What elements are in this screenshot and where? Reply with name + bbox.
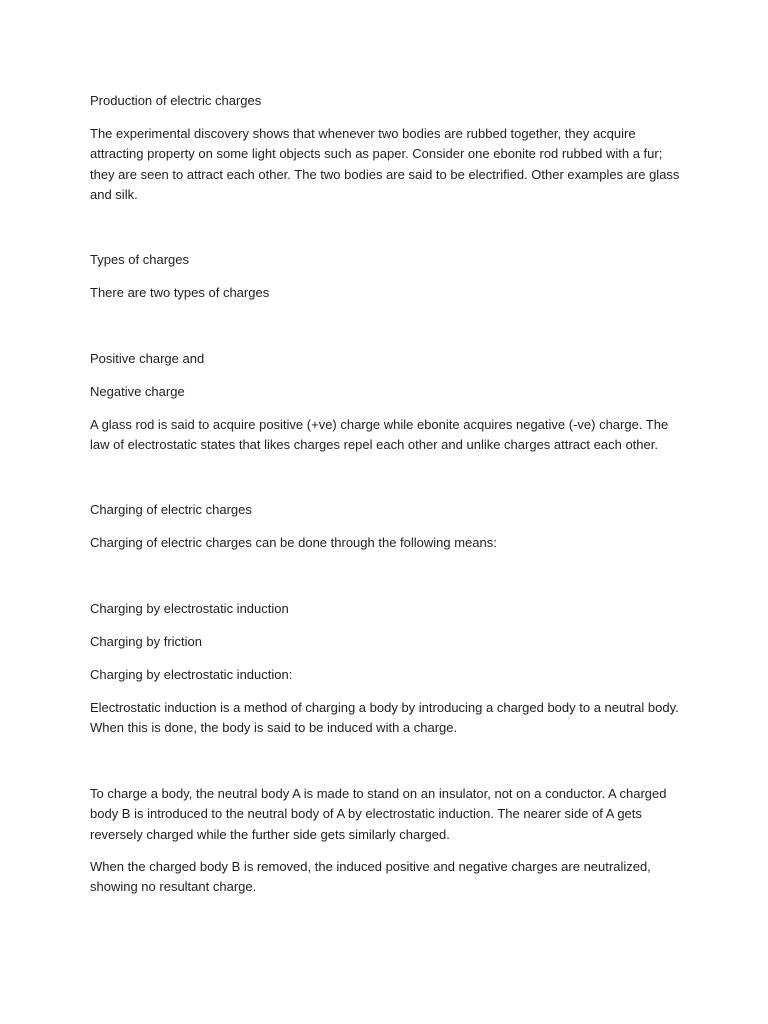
heading-production-of-electric-charges: Production of electric charges [90,93,262,108]
heading-types-of-charges: Types of charges [90,252,189,267]
paragraph-experimental-discovery: The experimental discovery shows that whenever two bodies are rubbed together, they acquire attracting property on some light objects such as paper. Consider one ebonite rod rubbed with a fur; they are seen to attract each other. The two bodies are said to be electrified. Other examples are glass and silk. [90,126,680,202]
paragraph-charged-body-removed: When the charged body B is removed, the induced positive and negative charges are neutralized, showing no resultant charge. [90,859,651,895]
paragraph-charging-means: Charging of electric charges can be done through the following means: [90,535,497,550]
paragraph-two-types-of-charges: There are two types of charges [90,285,270,300]
paragraph-glass-rod-ebonite: A glass rod is said to acquire positive (+ve) charge while ebonite acquires negative (-ve) charge. The law of electrostatic states that likes charges repel each other and unlike charges attract each other. [90,417,669,453]
paragraph-charge-a-body-procedure: To charge a body, the neutral body A is made to stand on an insulator, not on a conductor. A charged body B is introduced to the neutral body of A by electrostatic induction. The nearer side of A gets reversely charged while the further side gets similarly charged. [90,786,667,842]
heading-charging-of-electric-charges: Charging of electric charges [90,502,252,517]
heading-charging-by-electrostatic-induction: Charging by electrostatic induction: [90,667,293,682]
item-charging-by-electrostatic-induction: Charging by electrostatic induction [90,601,289,616]
paragraph-electrostatic-induction-definition: Electrostatic induction is a method of charging a body by introducing a charged body to a neutral body. When this is done, the body is said to be induced with a charge. [90,700,679,736]
item-charging-by-friction: Charging by friction [90,634,202,649]
item-negative-charge: Negative charge [90,384,185,399]
item-positive-charge: Positive charge and [90,351,205,366]
